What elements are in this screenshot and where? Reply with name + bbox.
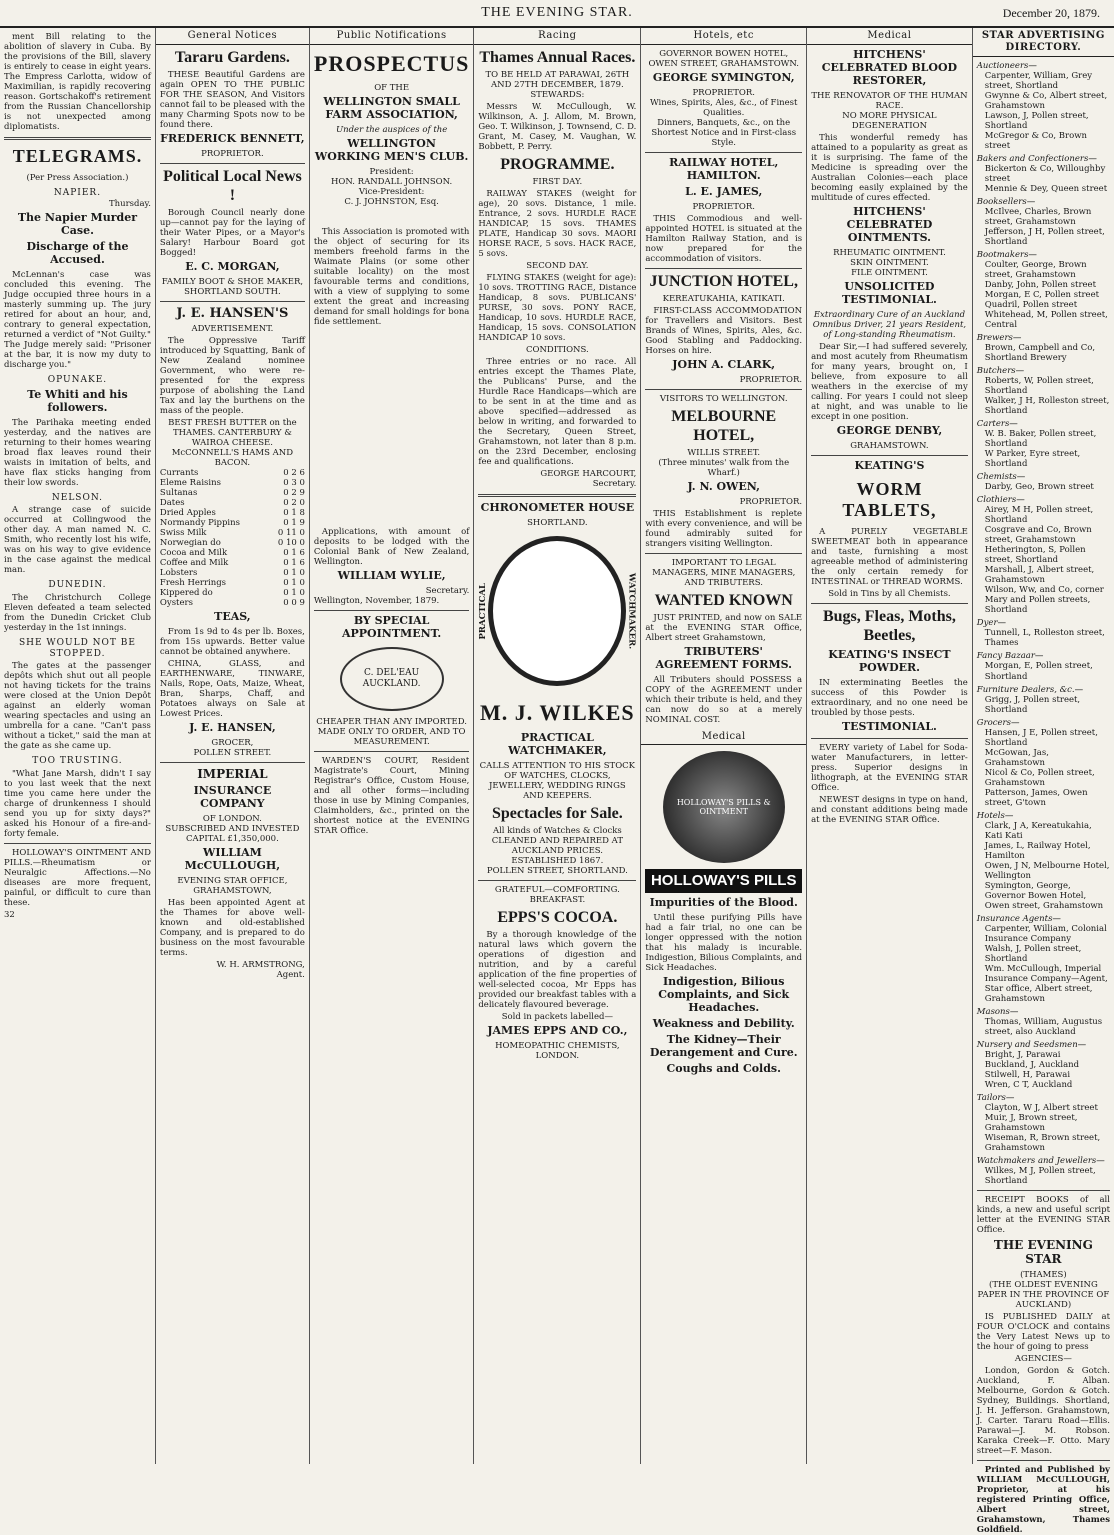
directory-entry: James, L, Railway Hotel, Hamilton <box>984 840 1091 861</box>
stewards-label: STEWARDS: <box>530 89 585 100</box>
napier-body: McLennan's case was concluded this evening. The Judge occupied three hours in a masterly summing up. The jury retired for about an hour, and, contrary to general expectation, returned a verdict of "Not Guilty." The Judge merely said: "Prisoner at the bar, it is now my duty to discharge you." <box>4 269 151 371</box>
president-label: President: <box>369 166 414 177</box>
london-line-2: LONDON. <box>535 1051 580 1062</box>
price-item: Sultanas <box>159 488 198 499</box>
directory-entry: Patterson, James, Owen street, G'town <box>984 787 1088 808</box>
star-thames: (THAMES) <box>1020 1269 1067 1280</box>
price-value: 0 1 6 <box>283 548 305 559</box>
nelson-body: A strange case of suicide occurred at Collingwood the other day. A man named N. C. Smith, who recently lost his wife, was on his way to give evidence in the case against the medical man. <box>4 505 151 576</box>
directory-entry: McIlvee, Charles, Brown street, Grahamstown <box>984 206 1092 227</box>
pollen-shortland: POLLEN STREET, SHORTLAND. <box>486 866 628 877</box>
file-ointment: FILE OINTMENT. <box>851 267 928 278</box>
grocer-title: GROCER, <box>211 738 254 749</box>
holloway-ad: HOLLOWAY'S OINTMENT AND PILLS.—Rheumatism or Neuralgic Affections.—No diseases are more frequent, painful, or difficult to cure than these. <box>4 848 151 909</box>
practical-label: PRACTICAL <box>478 582 489 640</box>
directory-entry: Danby, John, Pollen street <box>984 279 1097 290</box>
james-name: L. E. JAMES, <box>685 184 763 198</box>
insurance-heading: INSURANCE COMPANY <box>193 783 272 810</box>
kidney-heading: The Kidney—Their Derangement and Cure. <box>649 1033 798 1060</box>
directory-entry: Bright, J, Parawai <box>984 1050 1061 1061</box>
price-value: 0 3 0 <box>283 478 305 489</box>
directory-entry: Airey, M H, Pollen street, Shortland <box>984 505 1094 526</box>
mccullough-name: WILLIAM McCULLOUGH, <box>184 845 281 872</box>
directory-category: Furniture Dealers, &c.— <box>976 684 1084 695</box>
indigestion-heading: Indigestion, Bilious Complaints, and Sick Headaches. <box>658 975 790 1015</box>
directory-entry: Grigg, J, Pollen street, Shortland <box>984 694 1081 715</box>
china-body: CHINA, GLASS, and EARTHENWARE, TINWARE, Nails, Rope, Oats, Maize, Wheat, Bran, Sharps, Chaff, and Potatoes always on Sale at Lowest Prices. <box>159 659 305 720</box>
directory-category: Dyer— <box>976 618 1007 629</box>
cheaper-line: CHEAPER THAN ANY IMPORTED. <box>316 716 467 727</box>
railway-body: THIS Commodious and well-appointed HOTEL is situated at the Hamilton Railway Station, and is now prepared for the accommodation of visitors. <box>645 213 803 264</box>
morgan-name: E. C. MORGAN, <box>185 259 280 273</box>
powder-body: IN exterminating Beetles the success of this Powder is extraordinary, and no one need be troubled by those pests. <box>811 678 968 719</box>
directory-list <box>977 61 1110 1187</box>
dinners-line: Dinners, Banquets, &c., on the Shortest Notice and in First-class Style. <box>651 117 797 148</box>
published-line: IS PUBLISHED DAILY at FOUR O'CLOCK and contains the Very Latest News up to the hour of going to press <box>976 1311 1110 1352</box>
general-notices-header: General Notices <box>156 28 309 45</box>
directory-entry: Clark, J A, Kereatukahia, Kati Kati <box>984 820 1092 841</box>
melbourne-body: THIS Establishment is replete with every convenience, and will be found admirably suited for strangers visiting Wellington. <box>645 508 803 549</box>
made-to-order: MADE ONLY TO ORDER, AND TO MEASUREMENT. <box>317 726 466 747</box>
price-item: Fresh Herrings <box>159 578 227 589</box>
price-item: Swiss Milk <box>159 528 207 539</box>
tributers-heading: TRIBUTERS' AGREEMENT FORMS. <box>655 644 792 671</box>
tararu-heading: Tararu Gardens. <box>174 48 290 66</box>
prospectus-heading: PROSPECTUS <box>313 50 470 76</box>
directory-entry: Gwynne & Co, Albert street, Grahamstown <box>984 90 1108 111</box>
wylie-title: Secretary. <box>425 585 470 596</box>
opunake-body: The Parihaka meeting ended yesterday, and the natives are returning to their homes wearing broad flax leaves round their waists in imitation of belts, and have flax sticks hanging from their low swords. <box>4 417 151 488</box>
newest-designs-ad: NEWEST designs in type on hand, and constant additions being made at the EVENING STAR Office. <box>811 795 968 826</box>
public-notifications-header: Public Notifications <box>310 28 473 45</box>
directory-category: Tailors— <box>976 1093 1015 1104</box>
london-line: OF LONDON. <box>202 813 262 824</box>
column-hotels <box>641 28 807 1464</box>
directory-entry: W. B. Baker, Pollen street, Shortland <box>984 429 1097 450</box>
hansen-heading: J. E. HANSEN'S <box>176 305 289 321</box>
imperial-heading: IMPERIAL <box>197 767 268 782</box>
price-row <box>160 578 305 588</box>
symington-title: PROPRIETOR. <box>692 87 755 98</box>
association-name: WELLINGTON SMALL FARM ASSOCIATION, <box>323 94 460 121</box>
price-item: Norwegian do <box>159 538 221 549</box>
price-row <box>160 538 305 548</box>
thames-races-heading: Thames Annual Races. <box>479 48 636 66</box>
printed-line: Printed and Published by WILLIAM McCULLOUGH, Proprietor, at his registered Printing Office, Albert street, Grahamstown, Thames Goldfield. <box>976 1464 1110 1535</box>
directory-category: Booksellers— <box>976 196 1036 207</box>
price-item: Currants <box>159 468 199 479</box>
wanted-known: WANTED KNOWN <box>654 591 793 609</box>
clark-title: PROPRIETOR. <box>739 374 803 385</box>
price-row <box>160 528 305 538</box>
price-item: Lobsters <box>159 568 198 579</box>
political-news-body: Borough Council nearly done up—cannot pay for the laying of their Water Pipes, or a Mayor's Salary! Harbour Board got Bogged! <box>159 207 305 258</box>
directory-entry: Hetherington, S, Pollen street, Shortland <box>984 545 1086 566</box>
owen-name: J. N. OWEN, <box>687 479 760 493</box>
directory-category: Masons— <box>976 1007 1019 1017</box>
price-value: 0 1 6 <box>283 558 305 569</box>
directory-category: Chemists— <box>976 472 1026 483</box>
napier-subhead: Discharge of the Accused. <box>26 239 129 266</box>
labels-ad: EVERY variety of Label for Soda-water Manufacturers, in letter-press. Superior designs in lithograph, at the EVENING STAR Office. <box>811 743 968 794</box>
important-line: IMPORTANT TO LEGAL MANAGERS, MINE MANAGERS, AND TRIBUTERS. <box>652 557 796 588</box>
conditions-body: Three entries or no race. All entries except the Thames Plate, the Publicans' Purse, and the Hurdle Race Handicaps—which are to be sent in at the time and as above specified—addressed as below in writing, and forwarded to the Secretary, Queen Street, Grahamstown, not later than 8 p.m. on the 23rd December, enclosing fee and qualifications. <box>478 356 637 468</box>
owen-title: PROPRIETOR. <box>739 496 803 507</box>
no-more-line: NO MORE PHYSICAL DEGENERATION <box>842 110 937 131</box>
established-line: ESTABLISHED 1867. <box>511 856 604 866</box>
bugs-heading: Bugs, Fleas, Moths, Beetles, <box>822 608 956 645</box>
stopped-heading: SHE WOULD NOT BE STOPPED. <box>18 638 136 659</box>
price-value: 0 1 0 <box>283 568 305 579</box>
railway-hotel: RAILWAY HOTEL, HAMILTON. <box>669 155 779 182</box>
price-row <box>160 508 305 518</box>
directory-entry: Whitehead, M, Pollen street, Central <box>984 309 1108 330</box>
skin-ointment: SKIN OINTMENT. <box>850 257 929 268</box>
price-row <box>160 478 305 488</box>
renovator-line: THE RENOVATOR OF THE HUMAN RACE. <box>811 90 968 111</box>
price-row <box>160 518 305 528</box>
price-item: Dried Apples <box>159 508 216 519</box>
price-value: 0 1 0 <box>283 578 305 589</box>
medical-subheader: Medical <box>641 729 806 746</box>
stewards-body: Messrs W. McCullough, W. Wilkinson, A. J. Allom, M. Brown, Geo. T. Wilkinson, J. Townsend, C. D. Grant, M. Casey, M. Vaughan, W. Bobbett, P. Perry. <box>478 101 637 152</box>
dunedin-body: The Christchurch College Eleven defeated a team selected from the Dunedin Cricket Club yesterday in the 1st innings. <box>4 593 151 634</box>
symington-name: GEORGE SYMINGTON, <box>652 70 795 84</box>
directory-entry: Wilkes, M J, Pollen street, Shortland <box>984 1166 1096 1187</box>
oldest-line: (THE OLDEST EVENING PAPER IN THE PROVINCE OF AUCKLAND) <box>977 1279 1110 1310</box>
directory-entry: Hansen, J E, Pollen street, Shortland <box>984 727 1098 748</box>
holloway-banner: HOLLOWAY'S PILLS <box>645 869 802 893</box>
pollen-street: POLLEN STREET. <box>193 748 272 759</box>
teas-body: From 1s 9d to 4s per lb. Boxes, from 15s upwards. Better value cannot be obtained anywhere. <box>159 627 305 658</box>
clock-row <box>478 528 636 694</box>
directory-entry: McGregor & Co, Brown street <box>984 130 1087 151</box>
grateful-line: GRATEFUL—COMFORTING. <box>494 885 620 896</box>
directory-header: STAR ADVERTISING DIRECTORY. <box>973 28 1114 57</box>
hitchens-heading: HITCHENS' CELEBRATED BLOOD RESTORER, <box>821 47 958 87</box>
directory-category: Grocers— <box>976 717 1020 728</box>
hotels-header: Hotels, etc <box>641 28 806 45</box>
directory-entry: Marshall, J, Albert street, Grahamstown <box>984 565 1095 586</box>
directory-entry: Clayton, W J, Albert street <box>984 1103 1098 1114</box>
chronometer-heading: CHRONOMETER HOUSE <box>480 501 635 515</box>
directory-entry: Owen, J N, Melbourne Hotel, Wellington <box>984 860 1110 881</box>
opunake-heading: OPUNAKE. <box>47 375 108 386</box>
receipt-books-ad: RECEIPT BOOKS of all kinds, a new and useful script letter at the EVENING STAR Office. <box>976 1195 1110 1236</box>
column-directory <box>973 28 1114 1535</box>
testimonial-subhead: Extraordinary Cure of an Auckland Omnibus Driver, 21 years Resident, of Long-standing Rheumatism. <box>812 309 967 340</box>
programme-heading: PROGRAMME. <box>500 155 615 173</box>
directory-entry: Thomas, William, Augustus street, also Auckland <box>984 1017 1103 1038</box>
star-title: THE EVENING STAR <box>993 1238 1093 1267</box>
columns <box>0 28 1114 1535</box>
hansen-sub: ADVERTISEMENT. <box>191 323 274 334</box>
directory-entry: Morgan, E C, Pollen street <box>984 289 1100 300</box>
directory-entry: Brown, Campbell and Co, Shortland Brewery <box>984 343 1096 364</box>
warden-ad: WARDEN'S COURT, Resident Magistrate's Court, Mining Registrar's Office, Custom House, and all other forms—including those in use by Mining Companies, Claimholders, &c., printed on the shortest notice at the EVENING STAR Office. <box>313 755 470 837</box>
agent-title: Agent. <box>276 969 305 980</box>
evening-star-office: EVENING STAR OFFICE, <box>177 875 288 886</box>
hansen2-name: J. E. HANSEN, <box>189 721 276 735</box>
column-medical <box>807 28 973 1464</box>
harcourt-title: Secretary. <box>592 479 637 490</box>
sold-line: Sold in packets labelled— <box>501 1012 613 1023</box>
directory-category: Carters— <box>976 419 1018 430</box>
price-item: Kippered do <box>159 588 213 599</box>
price-value: 0 0 9 <box>283 598 305 609</box>
issue-date: December 20, 1879. <box>1002 5 1100 20</box>
prospectus-body-2: Applications, with amount of deposits to be lodged with the Colonial Bank of New Zealand, Wellington. <box>313 526 470 567</box>
nelson-heading: NELSON. <box>51 492 104 503</box>
trusting-body: "What Jane Marsh, didn't I say to you last week that the next time you came here under the charge of drunkenness I should send you up for sixty days?" asked his Honour of a fire-and-forty female. <box>4 769 151 840</box>
directory-entry: Darby, Geo, Brown street <box>984 482 1094 493</box>
directory-entry: McGowan, Jas, Grahamstown <box>984 747 1049 768</box>
spectacles-heading: Spectacles for Sale. <box>491 805 623 823</box>
directory-entry: Tunnell, L, Rolleston street, Thames <box>984 628 1105 649</box>
wilkes-name: M. J. WILKES <box>480 700 635 726</box>
governor-bowen: GOVERNOR BOWEN HOTEL, OWEN STREET, GRAHAMSTOWN. <box>648 48 799 69</box>
trusting-heading: TOO TRUSTING. <box>32 756 123 767</box>
napier-heading: NAPIER. <box>53 188 102 199</box>
celebrated-ointments: HITCHENS' CELEBRATED OINTMENTS. <box>846 204 933 244</box>
telegrams-heading: TELEGRAMS. <box>12 146 143 167</box>
stopped-body: The gates at the passenger depôts which shut out all people not having tickets for the trains were closed at the Union Depôt against an elderly woman wearing spectacles and using an umbrella for a cane. "Can't pass without a ticket," said the man at the gate as she came up. <box>4 661 151 752</box>
directory-entry: Lawson, J, Pollen street, Shortland <box>984 110 1089 131</box>
dunedin-heading: DUNEDIN. <box>48 580 107 591</box>
worm-tablets-heading: WORM TABLETS, <box>842 478 937 521</box>
price-value: 0 1 0 <box>283 588 305 599</box>
directory-category: Butchers— <box>976 366 1025 377</box>
directory-entry: Nicol & Co, Pollen street, Grahamstown <box>984 767 1095 788</box>
price-item: Dates <box>159 498 185 509</box>
calls-attention: CALLS ATTENTION TO HIS STOCK OF WATCHES, CLOCKS, JEWELLERY, WEDDING RINGS AND KEEPERS. <box>479 761 636 802</box>
price-item: Eleme Raisins <box>159 478 221 489</box>
directory-category: Hotels— <box>976 810 1014 821</box>
wines-line: Wines, Spirits, Ales, &c., of Finest Qualities. <box>649 97 798 118</box>
kereatukahia: KEREATUKAHIA, KATIKATI. <box>662 293 785 304</box>
worm-body: A PURELY VEGETABLE SWEETMEAT both in appearance and taste, furnishing a most agreeable method of administering the only certain remedy for INTESTINAL or THREAD WORMS. <box>811 527 968 588</box>
junction-hotel: JUNCTION HOTEL, <box>649 272 798 290</box>
bennett-title: PROPRIETOR. <box>201 148 264 159</box>
hitchens-body: This wonderful remedy has attained to a popularity as great as it is surprising. The fame of the Medicine is spreading over the Australian Colonies—each place becoming easily explained by the multitude of cures effected. <box>811 132 968 203</box>
morgan-business: FAMILY BOOT & SHOE MAKER, SHORTLAND SOUTH. <box>161 276 304 297</box>
price-item: Coffee and Milk <box>159 558 229 569</box>
second-day-body: FLYING STAKES (weight for age): 10 sovs. TROTTING RACE, Distance Handicap, 8 sovs. PUBLICANS' PURSE, 30 sovs. PONY RACE, Handicap, 10 sovs. HURDLE RACE, Handicap, 15 sovs. CONSOLATION HANDICAP 10 sovs. <box>478 272 637 343</box>
price-value: 0 2 0 <box>283 498 305 509</box>
of-the-line: OF THE <box>374 82 410 93</box>
cleaned-line: All kinds of Watches & Clocks CLEANED AND REPAIRED AT AUCKLAND PRICES. <box>491 825 623 856</box>
price-item: Cocoa and Milk <box>159 548 228 559</box>
junction-body: FIRST-CLASS ACCOMMODATION for Travellers and Visitors. Best Brands of Wines, Spirits, Ales, &c. Good Stabling and Paddocking. Horses on hire. <box>645 305 803 356</box>
special-appointment: BY SPECIAL APPOINTMENT. <box>341 613 442 640</box>
james-epps: JAMES EPPS AND CO., <box>487 1024 628 1038</box>
visitors-line: VISITORS TO WELLINGTON. <box>659 393 788 404</box>
armstrong-name: W. H. ARMSTRONG, <box>216 959 305 970</box>
auspices-line: Under the auspices of the <box>335 124 448 135</box>
breakfast-line: BREAKFAST. <box>529 895 586 906</box>
james-title: PROPRIETOR. <box>692 201 755 212</box>
directory-category: Nursery and Seedsmen— <box>976 1040 1087 1051</box>
unsolicited-heading: UNSOLICITED TESTIMONIAL. <box>841 279 937 306</box>
vp-label: Vice-President: <box>358 186 425 197</box>
capital-line: SUBSCRIBED AND INVESTED CAPITAL £1,350,000. <box>165 823 300 844</box>
prospectus-body: This Association is promoted with the object of securing for its members freehold farms in the Waimate Plains (or some other suitable locality) on the most favourable terms and conditions, with a view of supplying to some extent the great and increasing demand for small holdings for bona fide settlement. <box>313 226 470 327</box>
price-row <box>160 548 305 558</box>
directory-category: Fancy Bazaar— <box>976 651 1044 662</box>
club-name: WELLINGTON WORKING MEN'S CLUB. <box>314 136 469 163</box>
column-racing <box>474 28 641 1464</box>
napier-headline: The Napier Murder Case. <box>17 211 138 237</box>
watchmaker-label: WATCHMAKER. <box>626 573 637 650</box>
homeopathic-line: HOMEOPATHIC CHEMISTS, <box>495 1041 620 1052</box>
directory-category: Insurance Agents— <box>976 913 1061 924</box>
holloway-emblem: HOLLOWAY'S PILLS & OINTMENT <box>663 751 785 863</box>
directory-entry: Morgan, E, Pollen street, Shortland <box>984 661 1093 682</box>
clock-icon <box>488 536 626 686</box>
directory-entry: Buckland, J, Auckland <box>984 1060 1080 1071</box>
price-item: Oysters <box>159 598 193 609</box>
first-day-label: FIRST DAY. <box>532 176 583 187</box>
wellington-date: Wellington, November, 1879. <box>313 595 440 606</box>
epps-body: By a thorough knowledge of the natural laws which govern the operations of digestion and nutrition, and by a careful application of the fine properties of well-selected cocoa, Mr Epps has provided our breakfast tables with a delicately flavoured beverage. <box>478 929 637 1011</box>
price-value: 0 10 0 <box>277 538 305 549</box>
directory-category: Auctioneers— <box>976 60 1037 71</box>
price-row <box>160 588 305 598</box>
directory-entry: Walker, J H, Rolleston street, Shortland <box>984 396 1110 417</box>
price-list <box>160 468 305 608</box>
tararu-body: THESE Beautiful Gardens are again OPEN TO THE PUBLIC FOR THE SEASON, And Visitors cannot fail to be pleased with the many Charming Spots now to be found there. <box>159 69 305 130</box>
directory-category: Bootmakers— <box>976 249 1037 260</box>
price-row <box>160 558 305 568</box>
directory-entry: Muir, J, Brown street, Grahamstown <box>984 1113 1078 1134</box>
bennett-name: FREDERICK BENNETT, <box>160 131 305 145</box>
wylie-name: WILLIAM WYLIE, <box>337 568 446 582</box>
directory-entry: Jefferson, J H, Pollen street, Shortland <box>984 226 1105 247</box>
directory-entry: Cosgrave and Co, Brown street, Grahamstown <box>984 525 1092 546</box>
harcourt-name: GEORGE HARCOURT, <box>540 469 637 480</box>
directory-entry: Carpenter, William, Colonial Insurance Company <box>984 923 1107 944</box>
te-whiti-headline: Te Whiti and his followers. <box>27 387 128 414</box>
price-row <box>160 488 305 498</box>
agent-body: Has been appointed Agent at the Thames for above well-known and old-established Company, and is prepared to do business on the most favourable terms. <box>159 897 305 958</box>
directory-entry: Roberts, W, Pollen street, Shortland <box>984 376 1094 397</box>
clark-name: JOHN A. CLARK, <box>672 357 776 371</box>
wanted-body: JUST PRINTED, and now on SALE at the EVENING STAR Office, Albert street Grahamstown, <box>645 612 803 643</box>
price-value: 0 11 0 <box>277 528 305 539</box>
napier-day: Thursday. <box>108 199 151 210</box>
coughs-heading: Coughs and Colds. <box>666 1062 781 1076</box>
intro-text: ment Bill relating to the abolition of slavery in Cuba. By the provisions of the Bill, slavery is entirely to cease in eight years. The Empress Carlotta, widow of Maximilian, is rapidly recovering reason. Gortschakoff's retirement from the Russian Chancellorship is not unexpected among diplomatists. <box>4 32 151 133</box>
political-news-heading: Political Local News ! <box>163 167 302 204</box>
price-value: 0 2 9 <box>283 488 305 499</box>
masthead <box>0 0 1114 28</box>
medical-header: Medical <box>807 28 972 45</box>
directory-category: Watchmakers and Jewellers— <box>976 1156 1105 1167</box>
grahamstown-line: GRAHAMSTOWN, <box>193 885 272 896</box>
directory-entry: Bickerton & Co, Willoughby street <box>984 163 1106 184</box>
impurities-heading: Impurities of the Blood. <box>649 896 798 910</box>
chronometer-location: SHORTLAND. <box>527 518 588 529</box>
price-row <box>160 568 305 578</box>
impurities-body: Until these purifying Pills have had a fair trial, no one can be longer oppressed with the notion that his malady is incurable. Indigestion, Bilious Complaints, and Sick Headaches. <box>645 913 803 974</box>
insect-powder: KEATING'S INSECT POWDER. <box>828 648 951 675</box>
directory-entry: Carpenter, William, Grey street, Shortland <box>984 70 1093 91</box>
tributers-body: All Tributers should POSSESS a COPY of the AGREEMENT under which their tribute is held, and they can now do so at a merely NOMINAL COST. <box>645 674 803 725</box>
del-eau-stamp: C. DEL'EAU AUCKLAND. <box>340 647 444 711</box>
directory-entry: Wilson, Ww, and Co, corner Mary and Pollen streets, Shortland <box>984 585 1104 616</box>
column-news <box>0 28 156 1464</box>
price-row <box>160 598 305 608</box>
price-item: Normandy Pippins <box>159 518 240 529</box>
vp-name: C. J. JOHNSTON, Esq. <box>344 196 439 207</box>
conditions-label: CONDITIONS. <box>525 344 589 355</box>
second-day-label: SECOND DAY. <box>526 260 589 271</box>
agencies-heading: AGENCIES— <box>1014 1353 1072 1364</box>
directory-entry: Symington, George, Governor Bowen Hotel, Owen street, Grahamstown <box>984 880 1104 911</box>
first-day-body: RAILWAY STAKES (weight for age), 20 sovs. Distance, 1 mile. Entrance, 2 sovs. HURDLE RACE HANDICAP, 15 sovs. THAMES PLATE, Handicap 30 sovs. MAORI HORSE RACE, 5 sovs. HACK RACE, 5 sovs. <box>478 188 637 259</box>
denby-location: GRAHAMSTOWN. <box>850 440 929 451</box>
directory-category: Clothiers— <box>976 495 1025 506</box>
column-public-notifications <box>310 28 474 1464</box>
directory-entry: W Parker, Eyre street, Shortland <box>984 449 1081 470</box>
directory-category: Brewers— <box>976 333 1022 343</box>
tins-line: Sold in Tins by all Chemists. <box>828 589 951 600</box>
weakness-heading: Weakness and Debility. <box>652 1017 795 1031</box>
butter-line: BEST FRESH BUTTER on the THAMES. CANTERBURY & WAIROA CHEESE. McCONNELL'S HAMS AND BACON. <box>168 418 297 469</box>
directory-category: Bakers and Confectioners— <box>976 153 1097 164</box>
hansen-body: The Oppressive Tariff introduced by Squatting, Bank of New Zealand nominee Government, who were re-presented for the express purpose of abolishing the Land Tax and lay the burthens on the mass of the people. <box>159 335 305 417</box>
price-value: 0 1 8 <box>283 508 305 519</box>
price-value: 0 1 9 <box>283 518 305 529</box>
directory-entry: Wren, C T, Auckland <box>984 1080 1073 1091</box>
teas-heading: TEAS, <box>214 610 251 624</box>
directory-entry: Coulter, George, Brown street, Grahamstown <box>984 259 1087 280</box>
price-row <box>160 468 305 478</box>
denby-name: GEORGE DENBY, <box>836 423 943 437</box>
president-name: HON. RANDALL JOHNSON. <box>331 176 453 187</box>
melbourne-hotel: MELBOURNE HOTEL, <box>671 407 777 444</box>
epps-heading: EPPS'S COCOA. <box>497 909 618 927</box>
newspaper-title: THE EVENING STAR. <box>481 5 633 20</box>
directory-entry: Walsh, J, Pollen street, Shortland <box>984 943 1082 964</box>
price-row <box>160 498 305 508</box>
testimonial-body: Dear Sir,—I had suffered severely, and most acutely from Rheumatism for many years, brought on, I believe, from exposure to all weathers in the exercise of my calling. For years I could not sleep at night, and was unable to lie except in one position. <box>811 341 968 422</box>
directory-entry: Wiseman, R, Brown street, Grahamstown <box>984 1133 1101 1154</box>
directory-entry: Mennie & Dey, Queen street <box>984 183 1108 194</box>
column-general-notices <box>156 28 310 1464</box>
price-value: 0 2 6 <box>283 468 305 479</box>
practical-watchmaker: PRACTICAL WATCHMAKER, <box>508 731 607 758</box>
directory-entry: Stilwell, H, Parawai <box>984 1070 1071 1081</box>
races-held: TO BE HELD AT PARAWAI, 26TH AND 27TH DECEMBER, 1879. <box>485 69 630 90</box>
press-line: (Per Press Association.) <box>26 173 129 184</box>
keatings-heading: KEATING'S <box>854 458 925 472</box>
directory-entry: Wm. McCullough, Imperial Insurance Company—Agent, Star office, Albert street, Grahamstown <box>984 963 1108 1004</box>
three-minutes: (Three minutes' walk from the Wharf.) <box>658 457 790 478</box>
directory-entry: Quadril, Pollen street <box>984 299 1078 310</box>
racing-header: Racing <box>474 28 640 45</box>
agencies-body: London, Gordon & Gotch. Auckland, F. Alban. Melbourne, Gordon & Gotch. Sydney, Buildings. Shortland, J. H. Jefferson. Grahamstown, J. Carter. Tararu Road—Ellis. Parawai—J. M. Robson. Karaka Creek—F. Otto. Mary street—F. Mason. <box>976 1365 1110 1456</box>
willis-street: WILLIS STREET. <box>687 447 761 458</box>
rheumatic-ointment: RHEUMATIC OINTMENT. <box>833 247 946 258</box>
testimonial-2-heading: TESTIMONIAL. <box>841 720 937 734</box>
page-number: 32 <box>4 910 15 921</box>
